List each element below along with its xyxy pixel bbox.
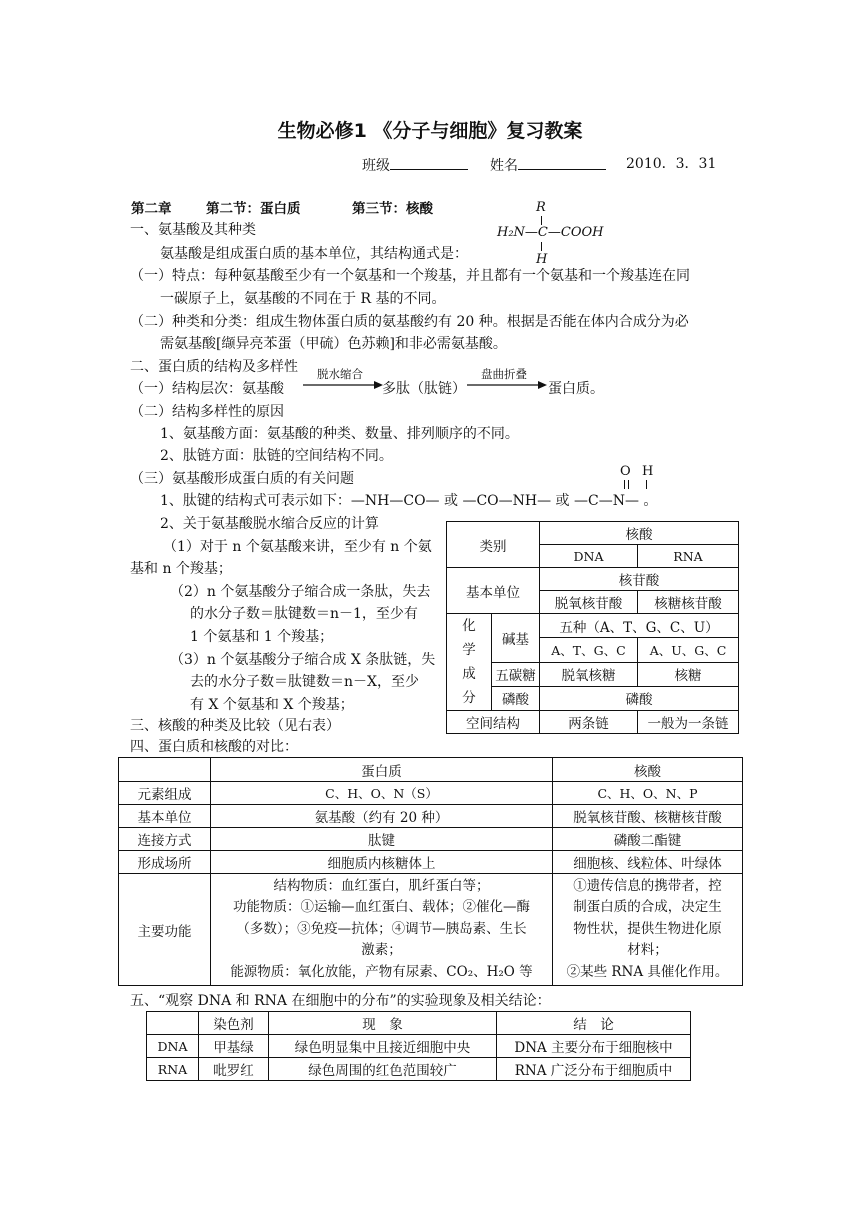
class-blank xyxy=(390,154,468,170)
protein-function-line: 能源物质：氧化放能，产物有尿素、CO₂、H₂O 等 xyxy=(230,963,533,980)
five-bases-cell: 五种（A、T、G、C、U） xyxy=(540,614,739,638)
compare-cell: 肽键 xyxy=(211,828,553,851)
protein-formation-heading: （三）氨基酸形成蛋白质的有关问题 xyxy=(130,471,354,487)
main-function-label: 主要功能 xyxy=(119,874,211,986)
compare-cell: 细胞质内核糖体上 xyxy=(211,851,553,874)
compare-cell: 氨基酸（约有 20 种） xyxy=(211,805,553,828)
basic-unit-label: 基本单位 xyxy=(447,568,540,614)
formula-bond-bottom xyxy=(541,242,542,251)
peptide-h: H xyxy=(642,464,654,479)
compare-cell: 磷酸二酯键 xyxy=(553,828,743,851)
nucleic-function-line: ①遗传信息的携带者，控 xyxy=(573,877,722,894)
structure-level-label: （一）结构层次：氨基酸 xyxy=(130,381,284,397)
calc-3-line-2: 去的水分子数＝肽键数＝n－X，至少 xyxy=(190,674,419,690)
nucleic-function-line: 制蛋白质的合成，决定生 xyxy=(573,899,722,916)
name-label xyxy=(490,154,606,176)
nucleic-acid-table xyxy=(446,521,739,734)
calc-2-line-1: （2）n 个氨基酸分子缩合成一条肽，失去 xyxy=(170,584,431,600)
arrow2-label: 盘曲折叠 xyxy=(481,367,527,381)
ribose-cell: 核糖 xyxy=(638,662,739,686)
name-blank xyxy=(518,154,606,170)
feature-line-1: （一）特点：每种氨基酸至少有一个氨基和一个羧基，并且都有一个氨基和一个羧基连在同 xyxy=(130,268,690,284)
protein-function-line: 功能物质：①运输—血红蛋白、载体；②催化—酶 xyxy=(233,899,530,916)
section-protein: 第二节：蛋白质 xyxy=(206,201,301,217)
category-header: 类别 xyxy=(447,522,540,568)
protein-function-line: 结构物质：血红蛋白，肌纤蛋白等； xyxy=(273,877,490,894)
rna-bases-cell: A、U、G、C xyxy=(638,638,739,662)
formula-h: H xyxy=(536,252,548,267)
compare-row-label: 基本单位 xyxy=(119,805,211,828)
phosphate-label: 磷酸 xyxy=(492,686,540,710)
calc-3-line-3: 有 X 个氨基和 X 个羧基； xyxy=(190,697,354,713)
phosphate-cell: 磷酸 xyxy=(540,686,739,710)
protein-nucleic-compare-table xyxy=(118,757,743,986)
formula-r: R xyxy=(536,200,546,215)
stain-cell: 绿色周围的红色范围较广 xyxy=(269,1058,497,1081)
peptide-o: O xyxy=(620,464,631,479)
diversity-heading: （二）结构多样性的原因 xyxy=(130,404,284,420)
nucleic-function-line: ②某些 RNA 具催化作用。 xyxy=(566,963,729,980)
rna-header: RNA xyxy=(638,545,739,568)
classification-line-1: （二）种类和分类：组成生物体蛋白质的氨基酸约有 20 种。根据是否能在体内合成分为必 xyxy=(130,314,689,330)
formula-bond-top xyxy=(541,216,542,225)
compare-row-label: 元素组成 xyxy=(119,782,211,805)
chemical-composition-label xyxy=(447,614,492,711)
calc-2-line-3: 1 个氨基和 1 个羧基； xyxy=(190,629,334,645)
stain-cell: DNA xyxy=(147,1035,199,1058)
nucleic-function-line: 物性状，提供生物进化原 xyxy=(573,920,722,937)
peptide-nh-bond xyxy=(646,480,647,489)
dna-header: DNA xyxy=(540,545,638,568)
stain-cell: RNA xyxy=(147,1058,199,1081)
base-label: 碱基 xyxy=(492,614,540,663)
dna-bases-cell: A、T、G、C xyxy=(540,638,638,662)
date: 2010．3．31 xyxy=(626,156,717,172)
calc-heading: 2、关于氨基酸脱水缩合反应的计算 xyxy=(160,516,379,532)
formula-main: H₂N—C—COOH xyxy=(497,225,604,240)
calc-3-line-1: （3）n 个氨基酸分子缩合成 X 条肽链，失 xyxy=(170,652,436,668)
protein-label: 蛋白质。 xyxy=(548,381,604,397)
chem-char: 化 xyxy=(462,618,476,634)
feature-line-2: 一碳原子上，氨基酸的不同在于 R 基的不同。 xyxy=(160,291,446,307)
deoxy-nucleotide-cell: 脱氧核苷酸 xyxy=(540,591,638,614)
stain-header xyxy=(147,1012,199,1035)
stain-header: 结 论 xyxy=(497,1012,691,1035)
diversity-amino: 1、氨基酸方面：氨基酸的种类、数量、排列顺序的不同。 xyxy=(160,426,519,442)
compare-row-label: 形成场所 xyxy=(119,851,211,874)
section-1-heading: 一、氨基酸及其种类 xyxy=(130,222,256,238)
calc-1-line-2: 基和 n 个羧基； xyxy=(130,561,232,577)
class-label-text: 班级 xyxy=(362,158,390,174)
arrow-right-icon xyxy=(466,380,548,390)
classification-line-2: 需氨基酸[缬异亮苯蛋（甲硫）色苏赖]和非必需氨基酸。 xyxy=(160,336,507,352)
compare-cell: C、H、O、N（S） xyxy=(211,782,553,805)
protein-function-line: （多数）；③免疫—抗体；④调节—胰岛素、生长 xyxy=(236,920,527,937)
stain-cell: DNA 主要分布于细胞核中 xyxy=(497,1035,691,1058)
compare-header-blank xyxy=(119,758,211,782)
spatial-structure-label: 空间结构 xyxy=(447,711,540,734)
protein-function-cell xyxy=(211,874,553,986)
section-nucleic: 第三节：核酸 xyxy=(352,201,433,217)
page-title: 生物必修1 《分子与细胞》复习教案 xyxy=(277,120,583,142)
deoxyribose-cell: 脱氧核糖 xyxy=(540,662,638,686)
section-4-heading: 四、蛋白质和核酸的对比： xyxy=(130,739,298,755)
nucleotide-cell: 核苷酸 xyxy=(540,568,739,591)
arrow-right-icon xyxy=(302,380,384,390)
stain-header: 现 象 xyxy=(269,1012,497,1035)
section-2-heading: 二、蛋白质的结构及多样性 xyxy=(130,359,298,375)
double-chain-cell: 两条链 xyxy=(540,711,638,734)
peptide-bond-formula: 1、肽键的结构式可表示如下：—NH—CO— 或 —CO—NH— 或 —C—N— 。 xyxy=(160,493,658,509)
protein-function-line: 激素； xyxy=(361,942,402,959)
calc-1-line-1: （1）对于 n 个氨基酸来讲，至少有 n 个氨 xyxy=(163,539,432,555)
nucleic-acid-header: 核酸 xyxy=(540,522,739,545)
calc-2-line-2: 的水分子数＝肽键数＝n－1，至少有 xyxy=(190,606,418,622)
ribo-nucleotide-cell: 核糖核苷酸 xyxy=(638,591,739,614)
stain-cell: 甲基绿 xyxy=(199,1035,269,1058)
compare-header-nucleic: 核酸 xyxy=(553,758,743,782)
chem-char: 学 xyxy=(462,642,476,658)
pentose-label: 五碳糖 xyxy=(492,662,540,686)
section-3-heading: 三、核酸的种类及比较（见右表） xyxy=(130,718,340,734)
stain-cell: 吡罗红 xyxy=(199,1058,269,1081)
name-label-text: 姓名 xyxy=(490,158,518,174)
arrow1-label: 脱水缩合 xyxy=(317,367,363,381)
polypeptide-label: 多肽（肽链） xyxy=(382,381,466,397)
section-5-heading: 五、“观察 DNA 和 RNA 在细胞中的分布”的实验现象及相关结论： xyxy=(130,993,551,1009)
amino-acid-definition: 氨基酸是组成蛋白质的基本单位，其结构通式是： xyxy=(160,246,468,262)
peptide-double-bond xyxy=(624,480,629,489)
stain-header: 染色剂 xyxy=(199,1012,269,1035)
nucleic-function-cell xyxy=(553,874,743,986)
diversity-chain: 2、肽链方面：肽链的空间结构不同。 xyxy=(160,448,393,464)
compare-row-label: 连接方式 xyxy=(119,828,211,851)
chem-char: 分 xyxy=(462,690,476,706)
nucleic-function-line: 材料； xyxy=(627,942,668,959)
single-chain-cell: 一般为一条链 xyxy=(638,711,739,734)
compare-header-protein: 蛋白质 xyxy=(211,758,553,782)
stain-experiment-table xyxy=(146,1011,691,1081)
compare-cell: 脱氧核苷酸、核糖核苷酸 xyxy=(553,805,743,828)
chapter-label: 第二章 xyxy=(131,201,172,217)
stain-cell: RNA 广泛分布于细胞质中 xyxy=(497,1058,691,1081)
compare-cell: 细胞核、线粒体、叶绿体 xyxy=(553,851,743,874)
compare-cell: C、H、O、N、P xyxy=(553,782,743,805)
class-label xyxy=(362,154,468,176)
chem-char: 成 xyxy=(462,666,476,682)
stain-cell: 绿色明显集中且接近细胞中央 xyxy=(269,1035,497,1058)
